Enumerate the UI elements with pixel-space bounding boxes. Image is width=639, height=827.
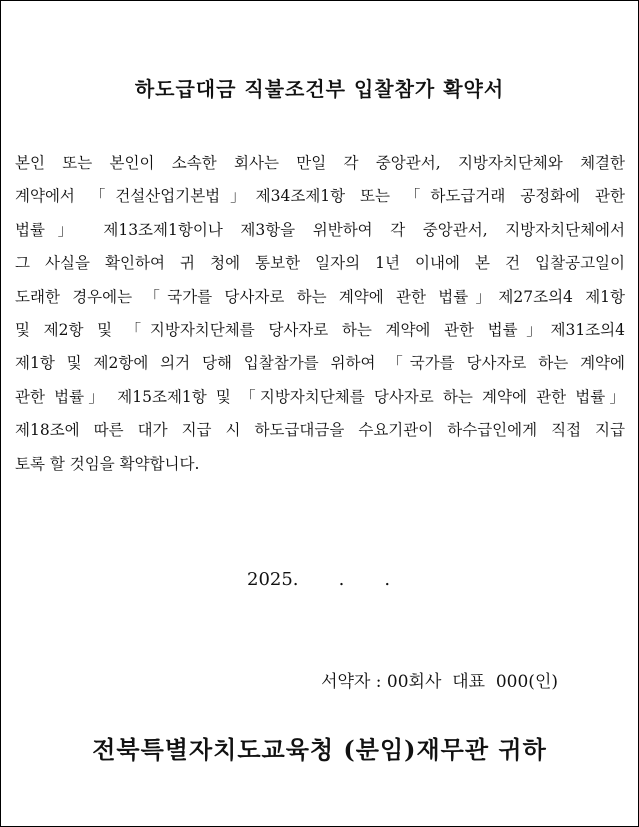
- date-line: 2025. . .: [247, 569, 391, 590]
- body-line: 제18조에 따른 대가 지급 시 하도급대금을 수요기관이 하수급인에게 직접 지급: [15, 421, 625, 440]
- document-title: 하도급대금 직불조건부 입찰참가 확약서: [134, 77, 505, 101]
- body-line: 관한 법률」 제15조제1항 및 「지방자치단체를 당사자로 하는 계약에 관한 법률」: [15, 387, 625, 406]
- body-line: 본인 또는 본인이 소속한 회사는 만일 각 중앙관서, 지방자치단체와 체결한: [15, 154, 625, 172]
- body-line: 제1항 및 제2항에 의거 당해 입찰참가를 위하여 「국가를 당사자로 하는 계약에: [15, 354, 625, 373]
- body-line: 그 사실을 확인하여 귀 청에 통보한 일자의 1년 이내에 본 건 입찰공고일이: [15, 254, 625, 273]
- addressee: 전북특별자치도교육청 (분임)재무관 귀하: [92, 735, 547, 764]
- body-line: 토록 할 것임을 확약합니다.: [15, 454, 200, 473]
- body-line: 계약에서 「건설산업기본법」제34조제1항 또는 「하도급거래 공정화에 관한: [15, 187, 625, 206]
- signer-line: 서약자 : 00회사 대표 000(인): [321, 672, 558, 692]
- body-line: 및 제2항 및 「지방자치단체를 당사자로 하는 계약에 관한 법률」제31조의4: [15, 320, 625, 339]
- document-body: [15, 147, 625, 481]
- body-line: 법률」 제13조제1항이나 제3항을 위반하여 각 중앙관서, 지방자치단체에서: [15, 220, 625, 239]
- body-line: 도래한 경우에는 「국가를 당사자로 하는 계약에 관한 법률」제27조의4 제1항: [15, 287, 625, 306]
